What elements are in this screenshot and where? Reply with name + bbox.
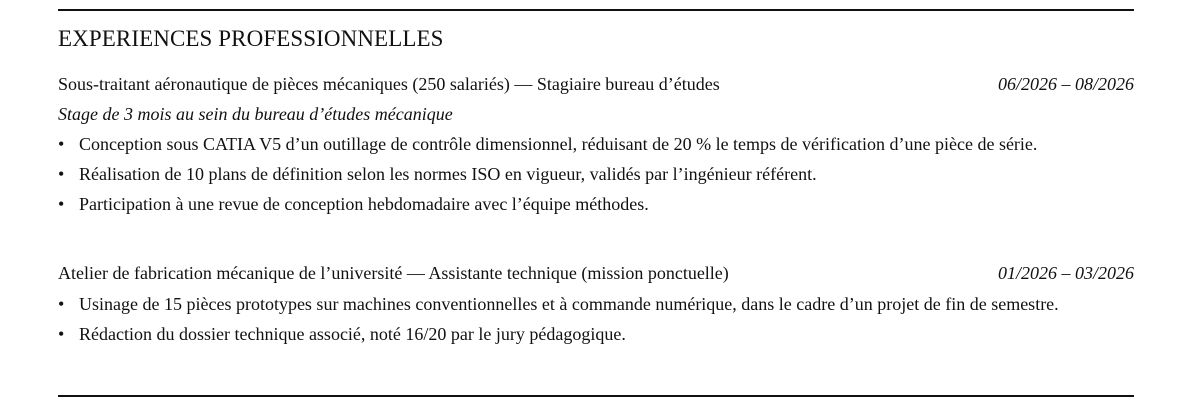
experience-title: Atelier de fabrication mécanique de l’université — Assistante technique (mission ponctuelle): [58, 263, 729, 283]
experience-heading: [58, 73, 1134, 95]
bullet-icon: •: [58, 294, 65, 314]
bullet-icon: •: [58, 134, 65, 154]
bullet-text: Participation à une revue de conception hebdomadaire avec l’équipe méthodes.: [79, 194, 649, 214]
experience-dates: 01/2026 – 03/2026: [997, 263, 1134, 283]
bullet-text: Réalisation de 10 plans de définition selon les normes ISO en vigueur, validés par l’ingénieur référent.: [79, 164, 817, 184]
experience-bullet-list: [58, 130, 1134, 220]
section-title: EXPERIENCES PROFESSIONNELLES: [58, 26, 444, 51]
bullet-text: Conception sous CATIA V5 d’un outillage de contrôle dimensionnel, réduisant de 20 % le temps de vérification d’une pièce de série.: [79, 134, 1038, 154]
bullet-item: [58, 160, 1134, 188]
bullet-text: Rédaction du dossier technique associé, noté 16/20 par le jury pédagogique.: [79, 324, 626, 344]
experience-bullet-list: [58, 290, 1134, 350]
bullet-icon: •: [58, 164, 65, 184]
bottom-rule: [58, 395, 1134, 397]
top-rule: [58, 9, 1134, 11]
bullet-item: [58, 290, 1134, 318]
bullet-item: [58, 190, 1134, 218]
bullet-icon: •: [58, 194, 65, 214]
bullet-item: [58, 130, 1134, 158]
bullet-icon: •: [58, 324, 65, 344]
experience-heading: [58, 262, 1134, 284]
experience-title: Sous-traitant aéronautique de pièces mécaniques (250 salariés) — Stagiaire bureau d’études: [58, 74, 720, 94]
experience-dates: 06/2026 – 08/2026: [997, 74, 1134, 94]
bullet-text: Usinage de 15 pièces prototypes sur machines conventionnelles et à commande numérique, dans le cadre d’un projet de fin de semestre.: [79, 294, 1059, 314]
bullet-item: [58, 320, 1134, 348]
experience-description: Stage de 3 mois au sein du bureau d’études mécanique: [58, 104, 453, 124]
